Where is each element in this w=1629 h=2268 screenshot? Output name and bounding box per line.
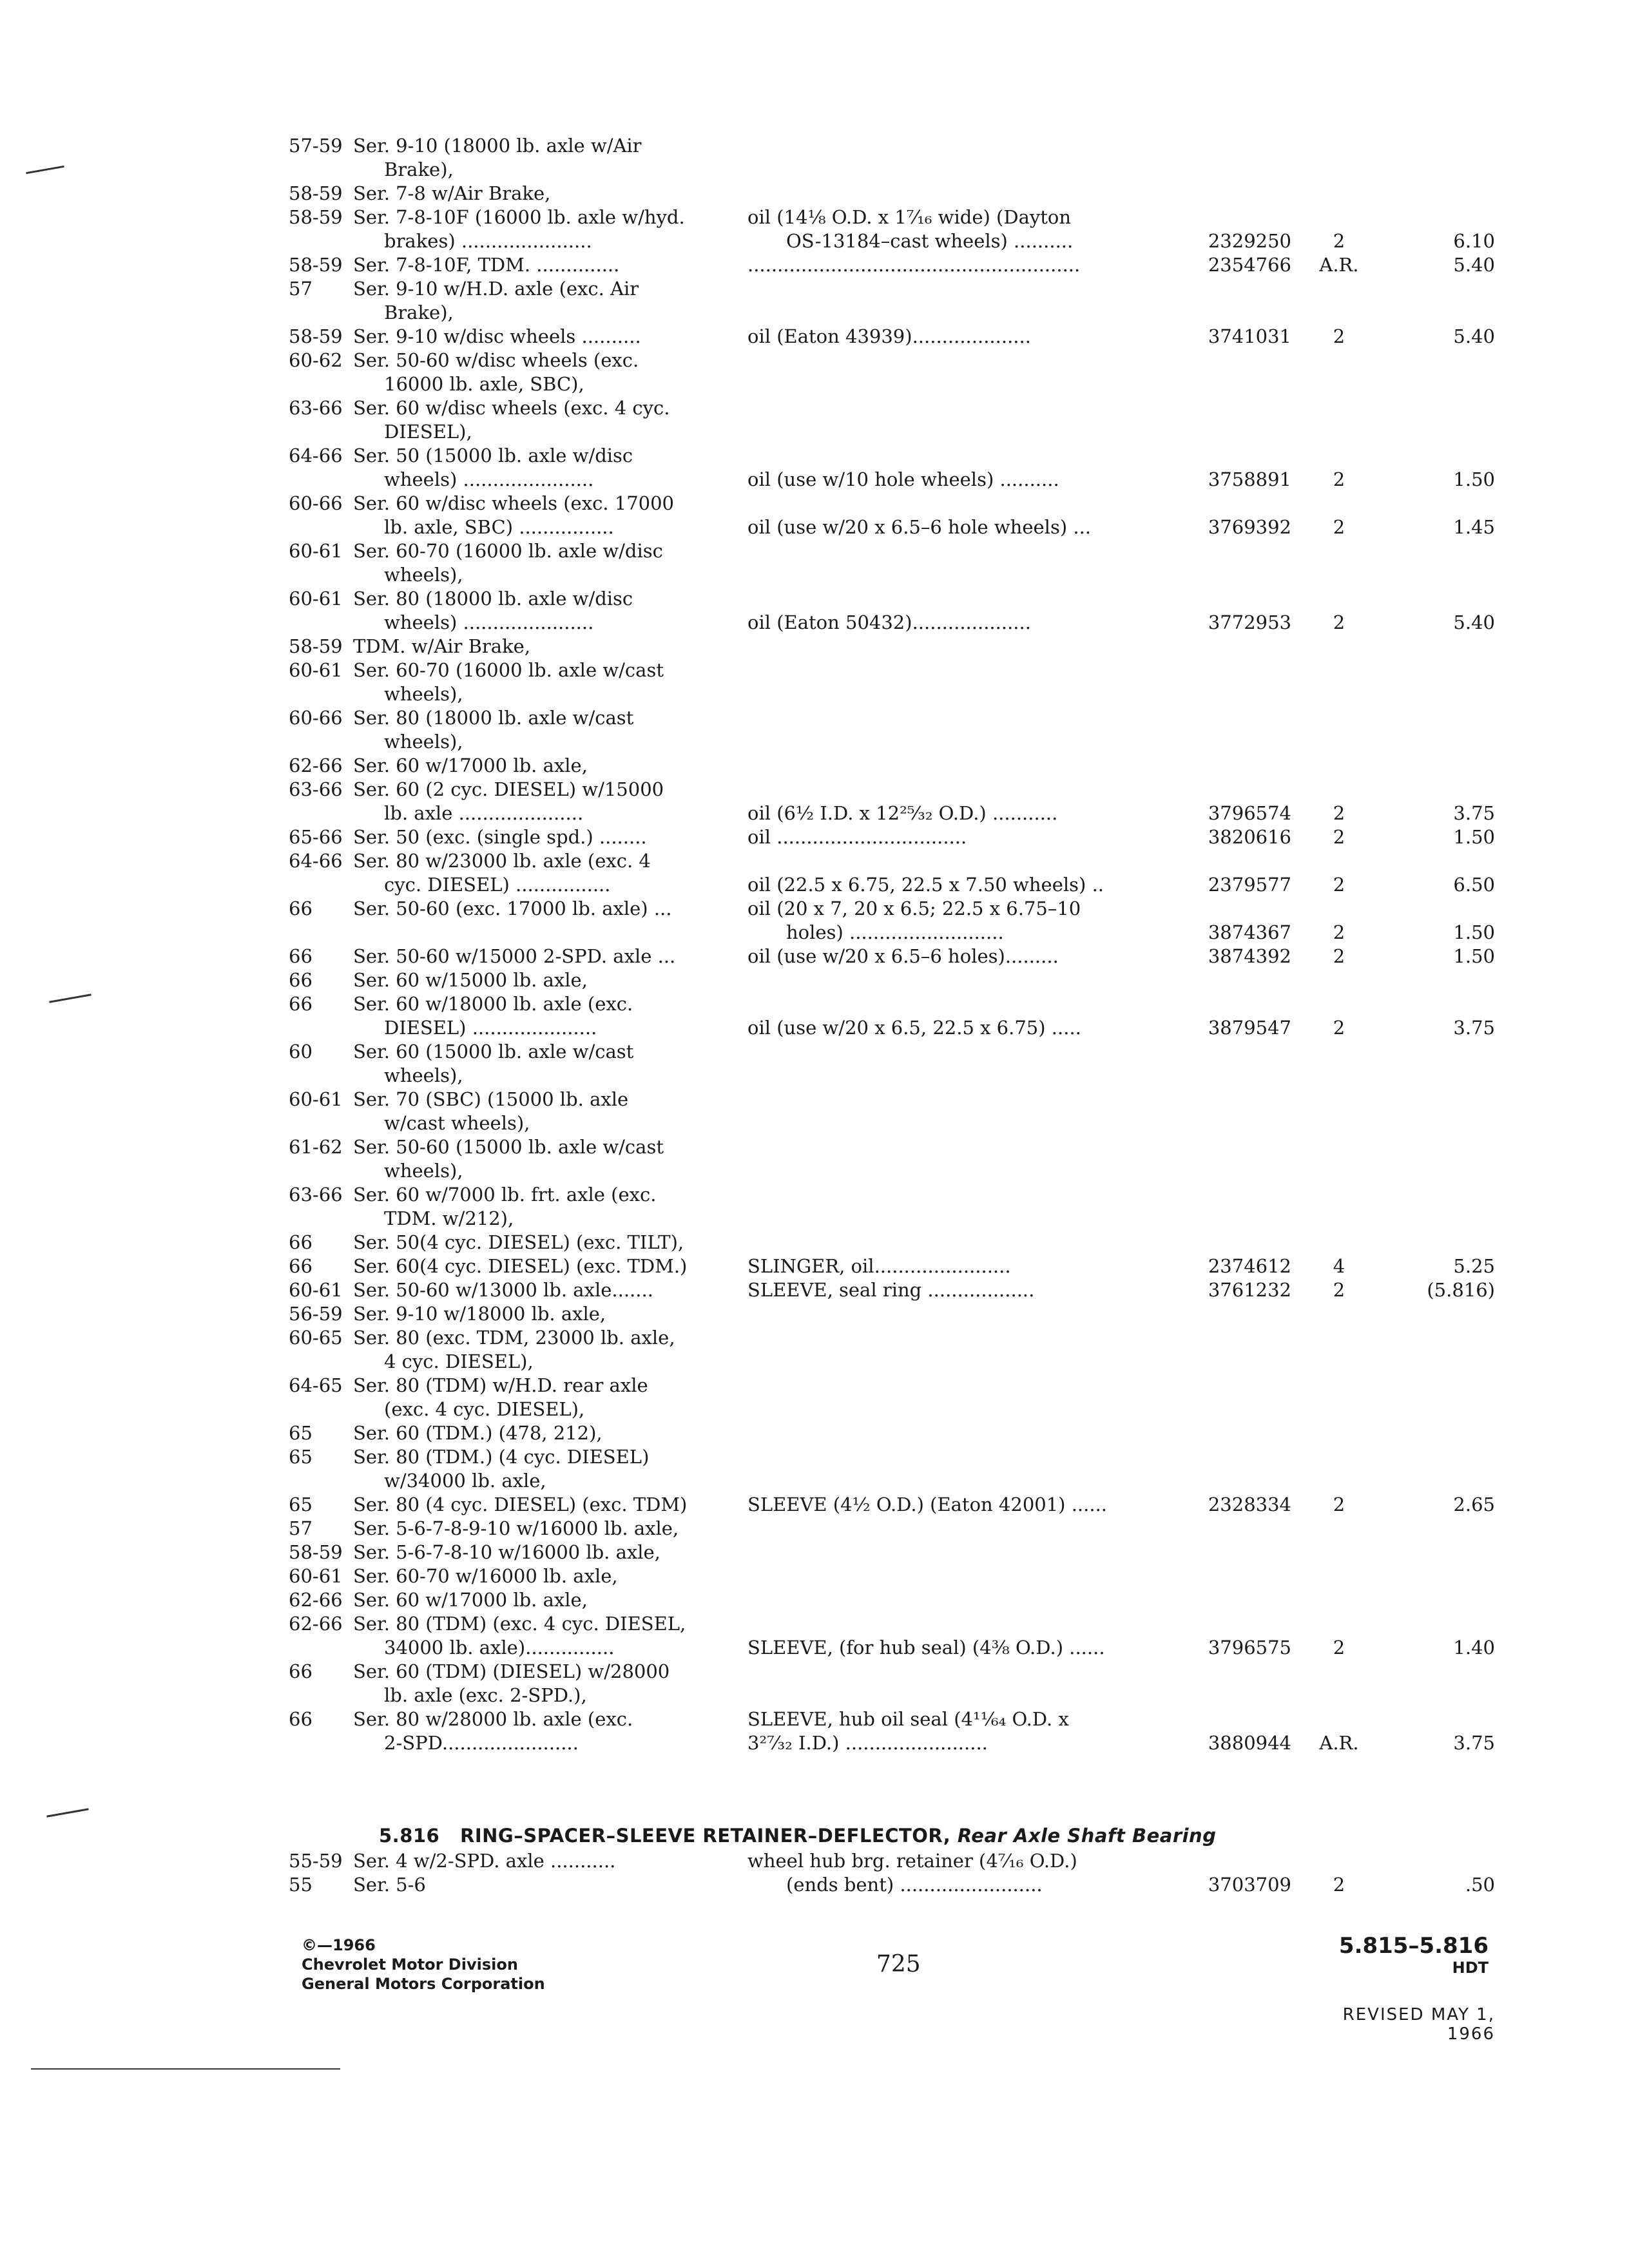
page-number: 725 xyxy=(876,1951,921,1977)
application: wheels), xyxy=(384,731,463,753)
model-years: 63-66 xyxy=(289,778,343,800)
description: oil (6½ I.D. x 12²⁵⁄₃₂ O.D.) ........... xyxy=(747,802,1058,824)
copyright: ©—1966 xyxy=(302,1936,376,1954)
price: 3.75 xyxy=(1453,1732,1495,1754)
parts-row xyxy=(289,921,1500,945)
description: SLEEVE, seal ring .................. xyxy=(747,1279,1035,1301)
price: 6.50 xyxy=(1453,874,1495,896)
margin-mark xyxy=(26,166,64,174)
price: 5.25 xyxy=(1453,1255,1495,1277)
quantity: 2 xyxy=(1333,1874,1345,1896)
parts-row xyxy=(289,635,1500,658)
application: Ser. 60 w/17000 lb. axle, xyxy=(353,1589,588,1611)
application: Ser. 4 w/2-SPD. axle ........... xyxy=(353,1850,616,1872)
application: Ser. 60-70 (16000 lb. axle w/disc xyxy=(353,540,663,562)
application: Ser. 60 w/17000 lb. axle, xyxy=(353,754,588,776)
parts-row xyxy=(289,1612,1500,1636)
section-subtitle: Rear Axle Shaft Bearing xyxy=(957,1825,1217,1847)
application: Ser. 80 (TDM) w/H.D. rear axle xyxy=(353,1374,648,1396)
description: wheel hub brg. retainer (4⁷⁄₁₆ O.D.) xyxy=(747,1850,1077,1872)
parts-row xyxy=(289,1564,1500,1588)
parts-row xyxy=(289,1135,1500,1159)
application: Ser. 60-70 (16000 lb. axle w/cast xyxy=(353,659,664,681)
parts-row xyxy=(289,492,1500,515)
quantity: 2 xyxy=(1333,516,1345,538)
model-years: 66 xyxy=(289,1708,313,1730)
application: 2-SPD....................... xyxy=(384,1732,579,1754)
model-years: 60-61 xyxy=(289,1279,343,1301)
part-number: 2328334 xyxy=(1208,1494,1291,1515)
application: Ser. 50(4 cyc. DIESEL) (exc. TILT), xyxy=(353,1231,684,1253)
parts-row xyxy=(289,1254,1500,1278)
price: 1.50 xyxy=(1453,826,1495,848)
description: oil (14⅛ O.D. x 1⁷⁄₁₆ wide) (Dayton xyxy=(747,206,1072,228)
price: 3.75 xyxy=(1453,1017,1495,1039)
parts-row xyxy=(289,754,1500,778)
part-number: 3874392 xyxy=(1208,945,1291,967)
parts-row xyxy=(289,1398,1500,1421)
parts-row xyxy=(289,1636,1500,1660)
description: oil (Eaton 43939).................... xyxy=(747,325,1031,347)
parts-row xyxy=(289,515,1500,539)
price: 5.40 xyxy=(1453,254,1495,276)
parts-row xyxy=(289,1493,1500,1517)
description: oil (use w/20 x 6.5–6 hole wheels) ... xyxy=(747,516,1092,538)
model-years: 65 xyxy=(289,1422,313,1444)
parts-row xyxy=(289,301,1500,325)
model-years: 58-59 xyxy=(289,182,343,204)
application: DIESEL) ..................... xyxy=(384,1017,597,1039)
parts-row xyxy=(289,945,1500,968)
application: Ser. 50-60 w/disc wheels (exc. xyxy=(353,349,639,371)
model-years: 60-61 xyxy=(289,1565,343,1587)
model-years: 57-59 xyxy=(289,135,343,157)
parts-row xyxy=(289,1326,1500,1350)
model-years: 64-66 xyxy=(289,445,343,466)
model-years: 60-61 xyxy=(289,1088,343,1110)
quantity: 2 xyxy=(1333,874,1345,896)
application: cyc. DIESEL) ................ xyxy=(384,874,611,896)
application: Ser. 80 (18000 lb. axle w/cast xyxy=(353,707,634,729)
section-code: 5.815–5.816 xyxy=(1338,1933,1489,1959)
application: (exc. 4 cyc. DIESEL), xyxy=(384,1398,585,1420)
application: Ser. 60 w/disc wheels (exc. 4 cyc. xyxy=(353,397,670,419)
publisher-block xyxy=(302,1936,545,1994)
description: (ends bent) ........................ xyxy=(786,1874,1043,1896)
application: Ser. 7-8 w/Air Brake, xyxy=(353,182,551,204)
parts-row xyxy=(289,1207,1500,1231)
parts-row xyxy=(289,1517,1500,1541)
parts-row xyxy=(289,468,1500,492)
price: 1.50 xyxy=(1453,921,1495,943)
application: Ser. 60 w/7000 lb. frt. axle (exc. xyxy=(353,1184,657,1206)
description: oil (use w/20 x 6.5, 22.5 x 6.75) ..... xyxy=(747,1017,1081,1039)
parts-row xyxy=(289,1421,1500,1445)
parts-row xyxy=(289,1541,1500,1564)
parts-row xyxy=(289,206,1500,229)
model-years: 60-61 xyxy=(289,659,343,681)
description: SLEEVE, (for hub seal) (4⅜ O.D.) ...... xyxy=(747,1637,1105,1658)
application: Brake), xyxy=(384,159,454,180)
application: TDM. w/Air Brake, xyxy=(353,635,531,657)
part-number: 2379577 xyxy=(1208,874,1291,896)
model-years: 62-66 xyxy=(289,1613,343,1635)
model-years: 60-61 xyxy=(289,540,343,562)
parts-row xyxy=(289,849,1500,873)
parts-row xyxy=(289,1183,1500,1207)
application: Ser. 9-10 w/H.D. axle (exc. Air xyxy=(353,278,639,300)
parts-row xyxy=(289,1684,1500,1707)
description: oil ................................ xyxy=(747,826,967,848)
application: Ser. 60 (2 cyc. DIESEL) w/15000 xyxy=(353,778,664,800)
section-title: RING–SPACER–SLEEVE RETAINER–DEFLECTOR, xyxy=(460,1825,951,1847)
parts-row xyxy=(289,1350,1500,1374)
parts-row xyxy=(289,563,1500,587)
parts-row xyxy=(289,1278,1500,1302)
parts-row xyxy=(289,992,1500,1016)
parts-row xyxy=(289,873,1500,897)
revised-date: REVISED MAY 1, 1966 xyxy=(1342,2005,1495,2044)
application: Ser. 5-6-7-8-9-10 w/16000 lb. axle, xyxy=(353,1517,679,1539)
parts-row xyxy=(289,968,1500,992)
model-years: 58-59 xyxy=(289,635,343,657)
corporation: General Motors Corporation xyxy=(302,1975,545,1993)
description: oil (use w/10 hole wheels) .......... xyxy=(747,468,1059,490)
parts-row xyxy=(289,1707,1500,1731)
price: (5.816) xyxy=(1427,1279,1495,1301)
application: wheels), xyxy=(384,683,463,705)
price: 6.10 xyxy=(1453,230,1495,252)
series-code: HDT xyxy=(1452,1959,1489,1977)
description: ........................................................ xyxy=(747,254,1081,276)
model-years: 60-65 xyxy=(289,1327,343,1349)
part-number: 3703709 xyxy=(1208,1874,1291,1896)
application: Ser. 70 (SBC) (15000 lb. axle xyxy=(353,1088,629,1110)
description: SLEEVE (4½ O.D.) (Eaton 42001) ...... xyxy=(747,1494,1108,1515)
parts-row xyxy=(289,1040,1500,1064)
parts-list xyxy=(289,134,1500,1755)
parts-row xyxy=(289,802,1500,825)
application: TDM. w/212), xyxy=(384,1207,514,1229)
parts-row xyxy=(289,1873,1500,1897)
model-years: 60-62 xyxy=(289,349,343,371)
parts-row xyxy=(289,1731,1500,1755)
quantity: 2 xyxy=(1333,611,1345,633)
parts-row xyxy=(289,182,1500,206)
parts-row xyxy=(289,1159,1500,1183)
quantity: 2 xyxy=(1333,1279,1345,1301)
parts-row xyxy=(289,1445,1500,1469)
application: lb. axle, SBC) ................ xyxy=(384,516,614,538)
application: Ser. 80 (TDM) (exc. 4 cyc. DIESEL, xyxy=(353,1613,686,1635)
parts-row xyxy=(289,1660,1500,1684)
parts-row xyxy=(289,372,1500,396)
model-years: 60-66 xyxy=(289,492,343,514)
model-years: 64-66 xyxy=(289,850,343,872)
parts-row xyxy=(289,1469,1500,1493)
application: 4 cyc. DIESEL), xyxy=(384,1350,534,1372)
description: holes) .......................... xyxy=(786,921,1004,943)
model-years: 55 xyxy=(289,1874,313,1896)
price: 1.50 xyxy=(1453,468,1495,490)
part-number: 2354766 xyxy=(1208,254,1291,276)
model-years: 60 xyxy=(289,1041,313,1062)
part-number: 3796574 xyxy=(1208,802,1291,824)
application: wheels), xyxy=(384,564,463,586)
price: 2.65 xyxy=(1453,1494,1495,1515)
application: Ser. 50-60 w/15000 2-SPD. axle ... xyxy=(353,945,676,967)
description: SLEEVE, hub oil seal (4¹¹⁄₆₄ O.D. x xyxy=(747,1708,1069,1730)
parts-row xyxy=(289,658,1500,682)
description: OS-13184–cast wheels) .......... xyxy=(786,230,1074,252)
application: Ser. 80 w/23000 lb. axle (exc. 4 xyxy=(353,850,651,872)
model-years: 66 xyxy=(289,993,313,1015)
application: DIESEL), xyxy=(384,421,472,443)
application: Ser. 9-10 (18000 lb. axle w/Air xyxy=(353,135,642,157)
parts-row xyxy=(289,229,1500,253)
model-years: 58-59 xyxy=(289,206,343,228)
application: Ser. 50-60 (exc. 17000 lb. axle) ... xyxy=(353,898,672,919)
parts-row xyxy=(289,778,1500,802)
part-number: 3761232 xyxy=(1208,1279,1291,1301)
model-years: 65 xyxy=(289,1446,313,1468)
parts-row xyxy=(289,1302,1500,1326)
parts-row xyxy=(289,1849,1500,1873)
parts-row xyxy=(289,1088,1500,1111)
quantity: 4 xyxy=(1333,1255,1345,1277)
model-years: 65-66 xyxy=(289,826,343,848)
parts-row xyxy=(289,539,1500,563)
model-years: 60-61 xyxy=(289,588,343,610)
parts-row xyxy=(289,277,1500,301)
description: oil (use w/20 x 6.5–6 holes)......... xyxy=(747,945,1059,967)
application: w/34000 lb. axle, xyxy=(384,1470,546,1492)
model-years: 57 xyxy=(289,1517,313,1539)
parts-row xyxy=(289,825,1500,849)
application: Ser. 80 (exc. TDM, 23000 lb. axle, xyxy=(353,1327,675,1349)
part-number: 2329250 xyxy=(1208,230,1291,252)
quantity: 2 xyxy=(1333,802,1345,824)
application: 34000 lb. axle)............... xyxy=(384,1637,615,1658)
description: SLINGER, oil....................... xyxy=(747,1255,1011,1277)
part-number: 3820616 xyxy=(1208,826,1291,848)
model-years: 66 xyxy=(289,945,313,967)
parts-row xyxy=(289,1016,1500,1040)
model-years: 60-66 xyxy=(289,707,343,729)
model-years: 58-59 xyxy=(289,1541,343,1563)
price: 1.50 xyxy=(1453,945,1495,967)
section-heading xyxy=(379,1825,1216,1847)
rule-line xyxy=(31,2068,340,2070)
application: Ser. 80 (18000 lb. axle w/disc xyxy=(353,588,633,610)
quantity: 2 xyxy=(1333,468,1345,490)
application: brakes) ...................... xyxy=(384,230,592,252)
part-number: 2374612 xyxy=(1208,1255,1291,1277)
quantity: A.R. xyxy=(1319,1732,1359,1754)
model-years: 55-59 xyxy=(289,1850,343,1872)
description: oil (22.5 x 6.75, 22.5 x 7.50 wheels) .. xyxy=(747,874,1104,896)
section-parts-list xyxy=(289,1849,1500,1897)
application: Ser. 50 (15000 lb. axle w/disc xyxy=(353,445,633,466)
model-years: 61-62 xyxy=(289,1136,343,1158)
model-years: 58-59 xyxy=(289,254,343,276)
model-years: 66 xyxy=(289,1660,313,1682)
parts-row xyxy=(289,253,1500,277)
parts-row xyxy=(289,1374,1500,1398)
division: Chevrolet Motor Division xyxy=(302,1956,518,1974)
description: oil (Eaton 50432).................... xyxy=(747,611,1031,633)
parts-row xyxy=(289,730,1500,754)
parts-row xyxy=(289,158,1500,182)
parts-row xyxy=(289,611,1500,635)
application: wheels), xyxy=(384,1064,463,1086)
parts-row xyxy=(289,897,1500,921)
application: Ser. 5-6-7-8-10 w/16000 lb. axle, xyxy=(353,1541,660,1563)
parts-row xyxy=(289,134,1500,158)
part-number: 3741031 xyxy=(1208,325,1291,347)
parts-row xyxy=(289,1231,1500,1254)
price: 3.75 xyxy=(1453,802,1495,824)
application: Ser. 7-8-10F (16000 lb. axle w/hyd. xyxy=(353,206,685,228)
part-number: 3880944 xyxy=(1208,1732,1291,1754)
section-number: 5.816 xyxy=(379,1825,440,1847)
parts-row xyxy=(289,349,1500,372)
application: Ser. 60 w/18000 lb. axle (exc. xyxy=(353,993,633,1015)
model-years: 58-59 xyxy=(289,325,343,347)
application: Ser. 5-6 xyxy=(353,1874,426,1896)
application: lb. axle ..................... xyxy=(384,802,584,824)
model-years: 64-65 xyxy=(289,1374,343,1396)
model-years: 63-66 xyxy=(289,1184,343,1206)
model-years: 66 xyxy=(289,898,313,919)
application: Ser. 7-8-10F, TDM. .............. xyxy=(353,254,620,276)
parts-row xyxy=(289,325,1500,349)
quantity: 2 xyxy=(1333,1637,1345,1658)
model-years: 56-59 xyxy=(289,1303,343,1325)
parts-row xyxy=(289,682,1500,706)
model-years: 63-66 xyxy=(289,397,343,419)
application: Ser. 50 (exc. (single spd.) ........ xyxy=(353,826,647,848)
model-years: 57 xyxy=(289,278,313,300)
parts-row xyxy=(289,1064,1500,1088)
application: Ser. 60(4 cyc. DIESEL) (exc. TDM.) xyxy=(353,1255,688,1277)
description: oil (20 x 7, 20 x 6.5; 22.5 x 6.75–10 xyxy=(747,898,1081,919)
application: Brake), xyxy=(384,302,454,323)
model-years: 62-66 xyxy=(289,1589,343,1611)
application: Ser. 50-60 (15000 lb. axle w/cast xyxy=(353,1136,664,1158)
quantity: 2 xyxy=(1333,1494,1345,1515)
application: Ser. 9-10 w/18000 lb. axle, xyxy=(353,1303,606,1325)
margin-mark xyxy=(49,994,92,1003)
application: wheels) ...................... xyxy=(384,468,594,490)
application: Ser. 60 w/15000 lb. axle, xyxy=(353,969,588,991)
parts-row xyxy=(289,587,1500,611)
quantity: 2 xyxy=(1333,1017,1345,1039)
parts-row xyxy=(289,1588,1500,1612)
quantity: 2 xyxy=(1333,325,1345,347)
parts-row xyxy=(289,396,1500,420)
application: Ser. 80 (TDM.) (4 cyc. DIESEL) xyxy=(353,1446,650,1468)
model-years: 66 xyxy=(289,1255,313,1277)
model-years: 62-66 xyxy=(289,754,343,776)
application: Ser. 60 (TDM) (DIESEL) w/28000 xyxy=(353,1660,670,1682)
quantity: A.R. xyxy=(1319,254,1359,276)
price: 5.40 xyxy=(1453,325,1495,347)
application: w/cast wheels), xyxy=(384,1112,530,1134)
part-number: 3769392 xyxy=(1208,516,1291,538)
description: 3²⁷⁄₃₂ I.D.) ........................ xyxy=(747,1732,988,1754)
price: 1.40 xyxy=(1453,1637,1495,1658)
application: Ser. 50-60 w/13000 lb. axle....... xyxy=(353,1279,653,1301)
application: wheels), xyxy=(384,1160,463,1182)
parts-row xyxy=(289,706,1500,730)
part-number: 3796575 xyxy=(1208,1637,1291,1658)
price: .50 xyxy=(1465,1874,1495,1896)
parts-row xyxy=(289,1111,1500,1135)
application: Ser. 60 (15000 lb. axle w/cast xyxy=(353,1041,634,1062)
application: Ser. 60 (TDM.) (478, 212), xyxy=(353,1422,602,1444)
model-years: 65 xyxy=(289,1494,313,1515)
application: Ser. 80 w/28000 lb. axle (exc. xyxy=(353,1708,633,1730)
application: wheels) ...................... xyxy=(384,611,594,633)
part-number: 3772953 xyxy=(1208,611,1291,633)
part-number: 3879547 xyxy=(1208,1017,1291,1039)
quantity: 2 xyxy=(1333,826,1345,848)
part-number: 3874367 xyxy=(1208,921,1291,943)
application: Ser. 80 (4 cyc. DIESEL) (exc. TDM) xyxy=(353,1494,688,1515)
application: Ser. 9-10 w/disc wheels .......... xyxy=(353,325,641,347)
model-years: 66 xyxy=(289,1231,313,1253)
quantity: 2 xyxy=(1333,945,1345,967)
price: 5.40 xyxy=(1453,611,1495,633)
application: Ser. 60-70 w/16000 lb. axle, xyxy=(353,1565,618,1587)
application: lb. axle (exc. 2-SPD.), xyxy=(384,1684,587,1706)
parts-row xyxy=(289,420,1500,444)
margin-mark xyxy=(46,1808,89,1817)
section-code-block xyxy=(1327,1933,1489,1977)
quantity: 2 xyxy=(1333,921,1345,943)
model-years: 66 xyxy=(289,969,313,991)
parts-row xyxy=(289,444,1500,468)
quantity: 2 xyxy=(1333,230,1345,252)
price: 1.45 xyxy=(1453,516,1495,538)
application: Ser. 60 w/disc wheels (exc. 17000 xyxy=(353,492,674,514)
part-number: 3758891 xyxy=(1208,468,1291,490)
application: 16000 lb. axle, SBC), xyxy=(384,373,584,395)
